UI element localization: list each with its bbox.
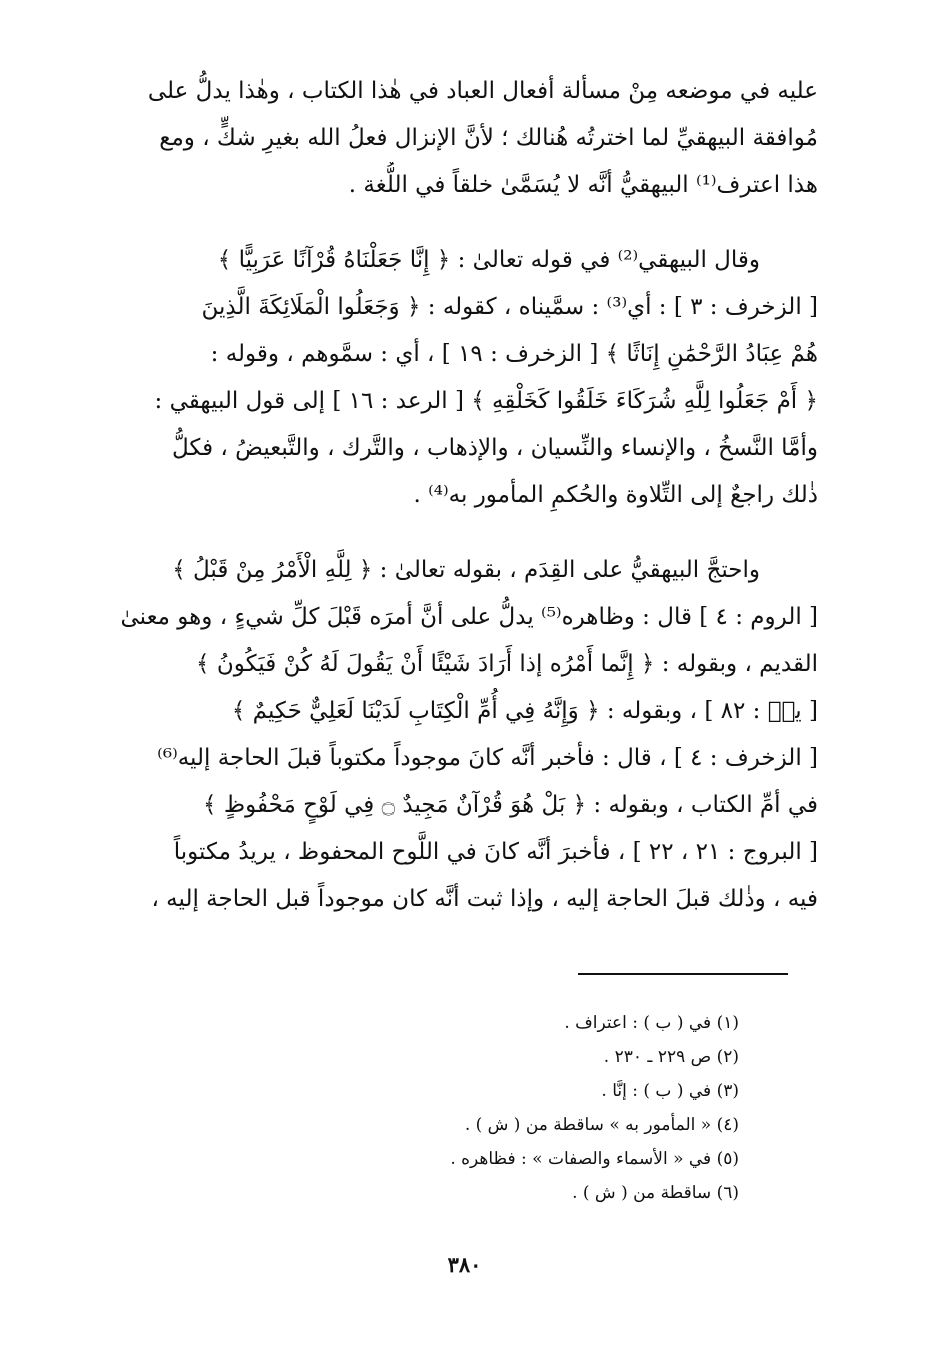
- text-line: عليه في موضعه مِنْ مسألة أفعال العباد في هٰذا الكتاب ، وهٰذا يدلُّ على: [147, 78, 818, 104]
- footnote-6: (٦) ساقطة من ( ش ) .: [572, 1183, 739, 1203]
- text-line: وأمَّا النَّسخُ ، والإنساء والنِّسيان ، والإذهاب ، والتَّرك ، والتَّبعيضُ ، فكلُّ: [172, 435, 818, 461]
- text-line: هُمْ عِبَادُ الرَّحْمَٰنِ إِنَاثًا ﴾ [ الزخرف : ١٩ ] ، أي : سمَّوهم ، وقوله :: [210, 341, 818, 367]
- paragraph-2: [118, 237, 818, 519]
- text-line: هذا اعترف⁽¹⁾ البيهقيُّ أنَّه لا يُسَمَّىٰ خلقاً في اللُّغة .: [348, 172, 818, 198]
- footnote-2: (٢) ص ٢٢٩ ـ ٢٣٠ .: [603, 1047, 739, 1067]
- text-line: [ يسۤ : ٨٢ ] ، وبقوله : ﴿ وَإِنَّهُ فِي أُمِّ الْكِتَابِ لَدَيْنَا لَعَلِيٌّ حَكِيمٌ ﴾: [231, 698, 818, 724]
- footnote-5: (٥) في « الأسماء والصفات » : فظاهره .: [450, 1149, 739, 1169]
- text-line: مُوافقة البيهقيِّ لما اخترتُه هُنالك ؛ لأنَّ الإنزال فعلُ الله بغيرِ شكٍّ ، ومع: [159, 125, 818, 151]
- text-line: [ الروم : ٤ ] قال : وظاهره⁽⁵⁾ يدلُّ على أنَّ أمرَه قَبْلَ كلِّ شيءٍ ، وهو معنىٰ: [120, 604, 818, 630]
- text-line: القديم ، وبقوله : ﴿ إِنَّما أَمْرُه إذا أَرَادَ شَيْئًا أَنْ يَقُولَ لَهُ كُنْ فَيَكُونُ ﴾: [196, 651, 818, 677]
- text-line: [ الزخرف : ٤ ] ، قال : فأخبر أنَّه كانَ موجوداً مكتوباً قبلَ الحاجة إليه⁽⁶⁾: [157, 745, 818, 771]
- main-text: [118, 68, 818, 923]
- paragraph-1: [118, 68, 818, 209]
- text-line: فيه ، وذٰلك قبلَ الحاجة إليه ، وإذا ثبت أنَّه كان موجوداً قبل الحاجة إليه ،: [151, 886, 818, 912]
- text-line: واحتجَّ البيهقيُّ على القِدَم ، بقوله تعالىٰ : ﴿ لِلَّهِ الْأَمْرُ مِنْ قَبْلُ ﴾: [172, 557, 760, 583]
- paragraph-3: [118, 547, 818, 923]
- text-line: ذٰلك راجعٌ إلى التِّلاوة والحُكمِ المأمور به⁽⁴⁾ .: [413, 482, 818, 508]
- footnotes: [219, 1006, 739, 1210]
- footnote-divider: [578, 973, 788, 975]
- text-line: ﴿ أَمْ جَعَلُوا لِلَّهِ شُرَكَاءَ خَلَقُوا كَخَلْقِهِ ﴾ [ الرعد : ١٦ ] إلى قول البيهقي :: [154, 388, 818, 414]
- page-number: ٣٨٠: [447, 1252, 482, 1277]
- footnote-3: (٣) في ( ب ) : إنَّا .: [601, 1081, 739, 1101]
- text-line: [ البروج : ٢١ ، ٢٢ ] ، فأخبرَ أنَّه كانَ في اللَّوح المحفوظ ، يريدُ مكتوباً: [173, 839, 818, 865]
- text-line: وقال البيهقي⁽²⁾ في قوله تعالىٰ : ﴿ إِنَّا جَعَلْنَاهُ قُرْآنًا عَرَبِيًّا ﴾: [217, 247, 760, 273]
- footnote-1: (١) في ( ب ) : اعتراف .: [564, 1013, 739, 1033]
- footnote-4: (٤) « المأمور به » ساقطة من ( ش ) .: [464, 1115, 739, 1135]
- text-line: في أمِّ الكتاب ، وبقوله : ﴿ بَلْ هُوَ قُرْآنٌ مَجِيدٌ ۝ فِي لَوْحٍ مَحْفُوظٍ ﴾: [203, 792, 818, 818]
- text-line: [ الزخرف : ٣ ] : أي⁽³⁾ : سمَّيناه ، كقوله : ﴿ وَجَعَلُوا الْمَلَائِكَةَ الَّذِينَ: [201, 294, 818, 320]
